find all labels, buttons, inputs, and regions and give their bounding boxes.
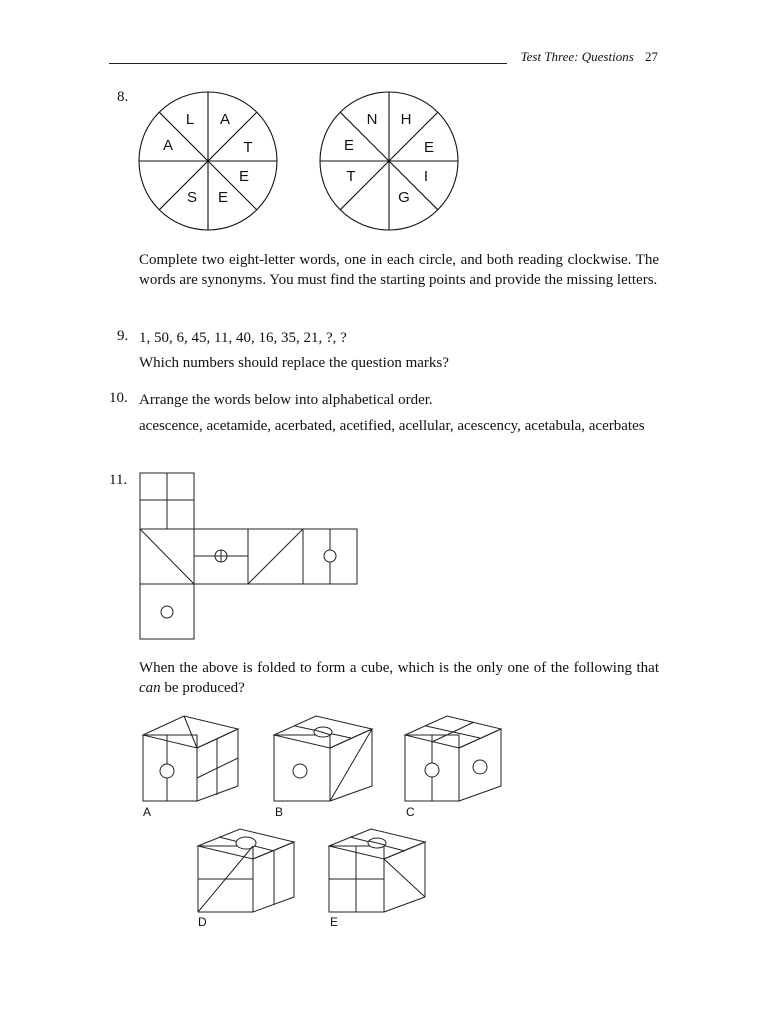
option-c-label: C xyxy=(406,805,415,819)
c2-letter-5: G xyxy=(398,189,410,206)
cube-a xyxy=(143,716,238,801)
c2-letter-7: E xyxy=(343,137,355,154)
option-b-label: B xyxy=(275,805,284,819)
question-11-text-after: be produced? xyxy=(160,680,245,696)
c1-letter-3: T xyxy=(243,139,253,156)
c1-letter-4: E xyxy=(238,168,250,185)
c2-letter-2: H xyxy=(400,111,412,128)
option-d-label: D xyxy=(198,915,207,929)
cube-d xyxy=(198,829,294,912)
option-a-label: A xyxy=(143,805,152,819)
c2-letter-6: T xyxy=(346,168,356,185)
question-10-instruction: Arrange the words below into alphabetical order. xyxy=(139,392,433,408)
c1-letter-2: A xyxy=(219,111,231,128)
c2-letter-1: N xyxy=(366,111,378,128)
question-8-text: Complete two eight-letter words, one in each circle, and both reading clockwise. The words are synonyms. You must find the starting points and provide the missing letters. xyxy=(139,252,659,288)
question-10-words: acescence, acetamide, acerbated, acetified, acellular, acescency, acetabula, acerbates xyxy=(139,418,645,434)
cube-b xyxy=(274,716,372,801)
question-11-number: 11. xyxy=(109,472,128,488)
question-9-text: Which numbers should replace the question marks? xyxy=(139,355,449,371)
c1-letter-1: L xyxy=(185,111,195,128)
question-11-emphasis: can xyxy=(139,680,161,696)
c1-letter-5: E xyxy=(217,189,229,206)
c1-letter-7: A xyxy=(162,137,174,154)
option-e-label: E xyxy=(330,915,339,929)
page-number: 27 xyxy=(645,49,658,64)
question-9-number: 9. xyxy=(117,328,129,344)
c2-letter-4: I xyxy=(423,168,429,185)
running-title: Test Three: Questions xyxy=(520,49,634,64)
c1-letter-6: S xyxy=(186,189,198,206)
cube-e xyxy=(329,829,425,912)
question-11-text-before: When the above is folded to form a cube, which is the only one of the following that xyxy=(139,660,659,676)
question-10-number: 10. xyxy=(109,390,128,406)
c2-letter-3: E xyxy=(423,139,435,156)
question-9-sequence: 1, 50, 6, 45, 11, 40, 16, 35, 21, ?, ? xyxy=(139,330,347,346)
cube-c xyxy=(405,716,501,801)
question-8-number: 8. xyxy=(117,89,129,105)
